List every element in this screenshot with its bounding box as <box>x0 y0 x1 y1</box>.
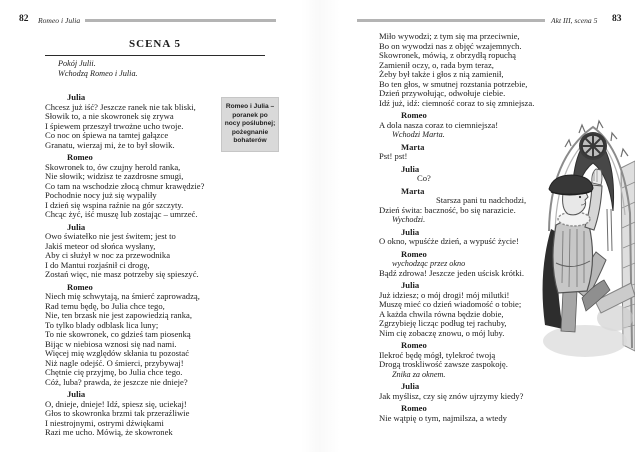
verse-line: Nie wątpię o tym, najmilsza, a wtedy <box>379 412 507 423</box>
verse-line: Pochodnie nocy już się wypaliły <box>45 190 157 200</box>
scene-heading: SCENA 5 <box>45 38 265 56</box>
doublet <box>553 220 593 293</box>
verse-line: Żeby był także i głos z nią zamienił, <box>379 69 504 79</box>
verse-line: Chcesz już iść? Jeszcze ranek nie tak bliski, <box>45 101 196 112</box>
spacer <box>45 78 280 90</box>
verse-line: Co noc on śpiewa na tamtej gałązce <box>45 130 169 140</box>
verse-line: Ilekroć będę mógł, tylekroć twoją <box>379 349 496 360</box>
verse-line: Nie słowik; widzisz te zazdrosne smugi, <box>45 171 184 181</box>
margin-note-line: nocy poślubnej; <box>224 120 276 128</box>
verse-line: A każda chwila równa będzie dobie, <box>379 308 504 319</box>
header-rule-right <box>357 19 545 22</box>
verse-line: I dzień się wspina raźnie na gór szczyty. <box>45 199 184 210</box>
verse-line: Skowronek, mówią, z obrzydłą ropuchą <box>379 50 516 60</box>
speaker-name: Romeo <box>401 403 427 413</box>
verse-line: I do Mantui rozjaśnił ci drogę, <box>45 259 150 270</box>
book-gutter <box>300 0 340 452</box>
verse-line: Jak myślisz, czy się znów ujrzymy kiedy? <box>379 390 524 401</box>
verse-line: Zostań więc, nie masz potrzeby się spieszyć. <box>45 269 199 279</box>
beret <box>549 175 593 194</box>
verse-line: Słowik to, a nie skowronek się zrywa <box>45 111 174 121</box>
verse-line: Nim cię zobaczę znowu, o mój luby. <box>379 327 505 338</box>
speaker-name: Julia <box>401 226 420 237</box>
romeo-window-illustration <box>535 113 635 365</box>
stage-direction: Wychodzi. <box>392 215 426 224</box>
speaker-name: Julia <box>67 92 86 102</box>
running-head-right: Akt III, scena 5 <box>551 16 598 25</box>
speaker-name: Julia <box>67 389 86 399</box>
stage-direction: Pokój Julii. <box>58 59 96 68</box>
verse-line: A dola nasza coraz to ciemniejsza! <box>379 119 499 130</box>
page-number-right: 83 <box>612 14 622 24</box>
verse-line: O okno, wpuśćże dzień, a wypuść życie! <box>379 236 519 246</box>
speaker-name: Julia <box>67 221 86 232</box>
verse-line: To tylko blady odblask lica luny; <box>45 319 159 330</box>
header-rule-left <box>85 19 276 22</box>
verse-line: I śpiewem przeszył trwożne ucho twoje. <box>45 120 184 131</box>
verse-line: Więcej mię względów skłania tu pozostać <box>45 348 190 358</box>
stage-direction: Wchodzi Marta. <box>392 130 445 139</box>
verse-line: Niech mię schwytają, na śmierć zaprowadzą, <box>45 291 200 301</box>
verse-line: Owo światełko nie jest świtem; jest to <box>45 231 176 241</box>
margin-note-line: Romeo i Julia – <box>225 103 275 110</box>
verse-line: O, dnieje, dnieje! Idź, spiesz się, uciekaj! <box>45 398 187 409</box>
verse-line: Muszę mieć co dzień wiadomość o tobie; <box>379 299 522 309</box>
margin-note-line: bohaterów <box>233 137 267 145</box>
running-head-left: Romeo i Julia <box>38 16 81 25</box>
verse-line: Skowronek to, ów czujny herold ranka, <box>45 161 181 172</box>
verse-line: Chętnie cię przyjmę, bo Julia chce tego. <box>45 367 183 377</box>
verse-line: Co tam na wschodzie złocą chmur krawędzie? <box>45 180 205 191</box>
verse-line: Zgrzybieję licząc podług tej rachuby, <box>379 318 507 328</box>
verse-line: Głos to skowronka brzmi tak przeraźliwie <box>45 408 190 418</box>
speaker-name: Marta <box>401 141 425 152</box>
verse-line: Dzień świta: baczność, bo się narazicie. <box>379 204 516 215</box>
verse-line: Bo on wywodzi nas z objęć wzajemnych. <box>379 40 522 51</box>
verse-line: Chcąc żyć, iść muszę lub zostając – umrzeć. <box>45 209 198 219</box>
speaker-name: Julia <box>401 163 420 174</box>
page-number-left: 82 <box>19 14 29 24</box>
stage-direction: Znika za oknem. <box>392 369 446 379</box>
verse-line: Bijąc w niebiosa wznosi się nad nami. <box>45 338 177 349</box>
verse-line: Miło wywodzi; z tym się ma przeciwnie, <box>379 31 520 41</box>
speaker-name: Julia <box>401 280 420 290</box>
verse-line: Niż nagle odejść. O śmierci, przybywaj! <box>45 357 184 368</box>
verse-line: Dzień przywołując, odwołuje ciebie. <box>379 88 506 98</box>
verse-line: Aby ci służył w noc za przewodnika <box>45 250 171 260</box>
speaker-name: Romeo <box>401 110 427 120</box>
speaker-name: Julia <box>401 381 420 391</box>
margin-note <box>221 97 279 152</box>
verse-line: Zamienił oczy, o, rada bym teraz, <box>379 59 494 70</box>
verse-line: Bo ten głos, w smutnej rozstania potrzebie, <box>379 78 528 89</box>
speaker-name: Romeo <box>401 340 427 350</box>
verse-line: Pst! pst! <box>379 151 408 161</box>
margin-note-line: pożegnanie <box>231 128 269 136</box>
margin-note-line: poranek po <box>232 111 268 119</box>
verse-line: Razi me ucho. Mówią, że skowronek <box>45 427 173 437</box>
stage-direction: Wchodzą Romeo i Julia. <box>58 68 138 78</box>
verse-line: Starsza pani tu nadchodzi, <box>436 195 527 205</box>
speaker-name: Marta <box>401 185 425 196</box>
ink-wash <box>543 325 627 357</box>
verse-line: To nie skowronek, co gdzieś tam piosenką <box>45 329 191 339</box>
speaker-name: Romeo <box>67 281 93 292</box>
verse-line: Drogą troskliwość zawsze zaspokoję. <box>379 359 508 369</box>
speaker-name: Romeo <box>67 152 93 162</box>
verse-line: Nie, ten brzask nie jest zapowiedzią ranka, <box>45 310 192 320</box>
verse-line: Cóż, luba? prawda, że jeszcze nie dnieje? <box>45 376 188 387</box>
verse-line: Granatu, wierzaj mi, że to był słowik. <box>45 139 175 150</box>
stage-direction: wychodząc przez okno <box>392 259 466 268</box>
speaker-name: Romeo <box>401 248 427 259</box>
verse-line: Rad temu będę, bo Julia chce tego, <box>45 300 165 311</box>
verse-line: Bądź zdrowa! Jeszcze jeden uścisk krótki. <box>379 267 525 278</box>
verse-line: Jakiś meteor od słońca wysłany, <box>45 240 156 251</box>
verse-line: I niestrojnymi, ostrymi dźwiękami <box>45 417 164 428</box>
verse-line: Idź już, idź: ciemność coraz to się zmniejsza. <box>379 97 535 108</box>
verse-line: Co? <box>417 173 431 183</box>
verse-line: Już idziesz; o mój drogi! mój milutki! <box>379 289 510 300</box>
